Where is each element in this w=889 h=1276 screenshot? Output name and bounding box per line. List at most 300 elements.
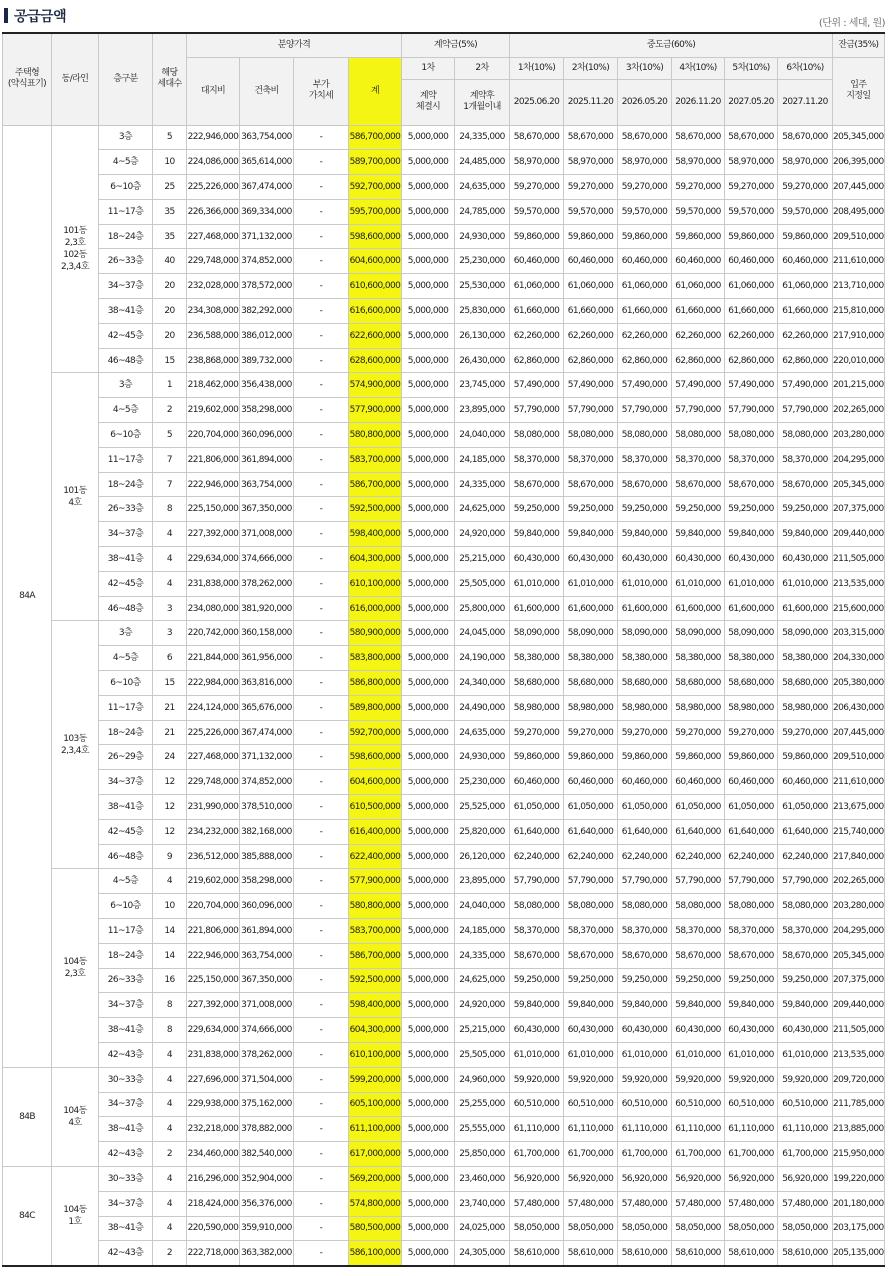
- total-cell: 577,900,000: [349, 398, 402, 423]
- deposit2-cell: 25,850,000: [455, 1142, 510, 1167]
- mid4-cell: 58,370,000: [672, 919, 725, 944]
- mid6-cell: 61,700,000: [778, 1142, 833, 1167]
- mid2-cell: 57,790,000: [564, 398, 618, 423]
- mid3-cell: 59,250,000: [618, 497, 672, 522]
- title-bar-marker: [4, 8, 8, 23]
- mid4-cell: 61,640,000: [672, 819, 725, 844]
- mid6-cell: 58,370,000: [778, 919, 833, 944]
- units-cell: 35: [153, 199, 187, 224]
- balance-cell: 209,440,000: [833, 522, 885, 547]
- table-row: [3, 447, 885, 472]
- mid6-cell: 59,860,000: [778, 224, 833, 249]
- mid5-cell: 59,270,000: [725, 720, 778, 745]
- mid3-cell: 62,260,000: [618, 323, 672, 348]
- mid2-cell: 58,670,000: [564, 943, 618, 968]
- units-cell: 40: [153, 249, 187, 274]
- mid2-cell: 58,680,000: [564, 671, 618, 696]
- land-cell: 232,028,000: [187, 274, 240, 299]
- mid1-cell: 62,860,000: [510, 348, 564, 373]
- deposit2-cell: 24,920,000: [455, 993, 510, 1018]
- mid4-cell: 58,050,000: [672, 1216, 725, 1241]
- table-row: [3, 571, 885, 596]
- vat-cell: -: [294, 894, 349, 919]
- land-cell: 227,468,000: [187, 745, 240, 770]
- deposit2-cell: 25,230,000: [455, 249, 510, 274]
- land-cell: 222,718,000: [187, 1241, 240, 1266]
- units-cell: 8: [153, 993, 187, 1018]
- supply-price-table: [2, 32, 885, 1267]
- deposit2-cell: 25,525,000: [455, 795, 510, 820]
- header-mid-4: 4차(10%): [672, 57, 725, 79]
- units-cell: 14: [153, 943, 187, 968]
- floor-cell: 18~24층: [99, 472, 153, 497]
- building-cell: 378,882,000: [240, 1117, 294, 1142]
- units-cell: 15: [153, 671, 187, 696]
- building-cell: 363,754,000: [240, 943, 294, 968]
- units-cell: 15: [153, 348, 187, 373]
- floor-cell: 11~17층: [99, 919, 153, 944]
- floor-cell: 34~37층: [99, 770, 153, 795]
- balance-cell: 205,380,000: [833, 671, 885, 696]
- land-cell: 225,150,000: [187, 968, 240, 993]
- mid3-cell: 60,460,000: [618, 249, 672, 274]
- mid1-cell: 58,610,000: [510, 1241, 564, 1266]
- land-cell: 224,086,000: [187, 150, 240, 175]
- mid5-cell: 58,610,000: [725, 1241, 778, 1266]
- mid1-cell: 58,380,000: [510, 646, 564, 671]
- land-cell: 236,512,000: [187, 844, 240, 869]
- mid2-cell: 60,510,000: [564, 1092, 618, 1117]
- floor-cell: 38~41층: [99, 547, 153, 572]
- mid4-cell: 59,860,000: [672, 745, 725, 770]
- vat-cell: -: [294, 695, 349, 720]
- deposit2-cell: 23,895,000: [455, 398, 510, 423]
- mid1-cell: 58,670,000: [510, 472, 564, 497]
- units-cell: 2: [153, 1241, 187, 1266]
- mid2-cell: 61,660,000: [564, 299, 618, 324]
- deposit1-cell: 5,000,000: [402, 869, 455, 894]
- floor-cell: 3층: [99, 373, 153, 398]
- deposit1-cell: 5,000,000: [402, 1018, 455, 1043]
- units-cell: 4: [153, 1117, 187, 1142]
- table-row: [3, 695, 885, 720]
- mid4-cell: 57,790,000: [672, 398, 725, 423]
- balance-cell: 215,740,000: [833, 819, 885, 844]
- mid1-cell: 57,790,000: [510, 869, 564, 894]
- mid5-cell: 58,980,000: [725, 695, 778, 720]
- total-cell: 604,300,000: [349, 547, 402, 572]
- floor-cell: 26~33층: [99, 249, 153, 274]
- vat-cell: -: [294, 1092, 349, 1117]
- mid3-cell: 59,270,000: [618, 175, 672, 200]
- total-cell: 589,800,000: [349, 695, 402, 720]
- mid5-cell: 60,510,000: [725, 1092, 778, 1117]
- deposit2-cell: 24,040,000: [455, 423, 510, 448]
- mid4-cell: 58,980,000: [672, 695, 725, 720]
- deposit1-cell: 5,000,000: [402, 919, 455, 944]
- mid4-cell: 59,920,000: [672, 1067, 725, 1092]
- mid4-cell: 58,370,000: [672, 447, 725, 472]
- floor-cell: 38~41층: [99, 1117, 153, 1142]
- mid6-cell: 61,010,000: [778, 1042, 833, 1067]
- deposit2-cell: 24,045,000: [455, 621, 510, 646]
- table-row: [3, 621, 885, 646]
- land-cell: 226,366,000: [187, 199, 240, 224]
- land-cell: 231,990,000: [187, 795, 240, 820]
- type-cell: 84B: [3, 1067, 52, 1166]
- floor-cell: 3층: [99, 621, 153, 646]
- table-row: [3, 348, 885, 373]
- units-cell: 12: [153, 795, 187, 820]
- vat-cell: -: [294, 497, 349, 522]
- vat-cell: -: [294, 993, 349, 1018]
- type-cell: 84A: [3, 125, 52, 1067]
- mid3-cell: 62,240,000: [618, 844, 672, 869]
- mid1-cell: 61,700,000: [510, 1142, 564, 1167]
- deposit2-cell: 24,335,000: [455, 125, 510, 150]
- vat-cell: -: [294, 199, 349, 224]
- mid4-cell: 61,060,000: [672, 274, 725, 299]
- mid1-cell: 58,080,000: [510, 894, 564, 919]
- units-cell: 5: [153, 125, 187, 150]
- mid6-cell: 57,790,000: [778, 869, 833, 894]
- mid3-cell: 59,860,000: [618, 224, 672, 249]
- deposit1-cell: 5,000,000: [402, 373, 455, 398]
- land-cell: 231,838,000: [187, 571, 240, 596]
- table-row: [3, 720, 885, 745]
- deposit2-cell: 24,190,000: [455, 646, 510, 671]
- mid1-cell: 58,050,000: [510, 1216, 564, 1241]
- total-cell: 583,800,000: [349, 646, 402, 671]
- mid3-cell: 58,970,000: [618, 150, 672, 175]
- mid1-cell: 62,260,000: [510, 323, 564, 348]
- units-cell: 4: [153, 1092, 187, 1117]
- mid4-cell: 60,430,000: [672, 1018, 725, 1043]
- land-cell: 229,634,000: [187, 547, 240, 572]
- mid2-cell: 58,370,000: [564, 447, 618, 472]
- total-cell: 599,200,000: [349, 1067, 402, 1092]
- balance-cell: 205,345,000: [833, 472, 885, 497]
- mid1-cell: 61,640,000: [510, 819, 564, 844]
- land-cell: 221,806,000: [187, 919, 240, 944]
- deposit2-cell: 25,830,000: [455, 299, 510, 324]
- mid5-cell: 61,050,000: [725, 795, 778, 820]
- floor-cell: 3층: [99, 125, 153, 150]
- total-cell: 598,600,000: [349, 745, 402, 770]
- header-mid-3: 3차(10%): [618, 57, 672, 79]
- type-cell: 84C: [3, 1166, 52, 1266]
- floor-cell: 6~10층: [99, 671, 153, 696]
- floor-cell: 30~33층: [99, 1067, 153, 1092]
- deposit1-cell: 5,000,000: [402, 323, 455, 348]
- table-row: [3, 1241, 885, 1266]
- total-cell: 611,100,000: [349, 1117, 402, 1142]
- balance-cell: 213,885,000: [833, 1117, 885, 1142]
- floor-cell: 38~41층: [99, 299, 153, 324]
- deposit1-cell: 5,000,000: [402, 720, 455, 745]
- balance-cell: 220,010,000: [833, 348, 885, 373]
- mid3-cell: 59,570,000: [618, 199, 672, 224]
- mid3-cell: 59,250,000: [618, 968, 672, 993]
- unit-note: (단위 : 세대, 원): [818, 18, 885, 29]
- total-cell: 577,900,000: [349, 869, 402, 894]
- header-mid-5: 5차(10%): [725, 57, 778, 79]
- mid4-cell: 58,080,000: [672, 423, 725, 448]
- balance-cell: 213,535,000: [833, 1042, 885, 1067]
- deposit2-cell: 24,340,000: [455, 671, 510, 696]
- building-cell: 365,614,000: [240, 150, 294, 175]
- deposit1-cell: 5,000,000: [402, 249, 455, 274]
- table-row: [3, 274, 885, 299]
- mid3-cell: 58,670,000: [618, 472, 672, 497]
- mid2-cell: 60,430,000: [564, 1018, 618, 1043]
- units-cell: 8: [153, 1018, 187, 1043]
- vat-cell: -: [294, 323, 349, 348]
- mid1-cell: 59,270,000: [510, 175, 564, 200]
- table-row: [3, 199, 885, 224]
- land-cell: 227,392,000: [187, 522, 240, 547]
- table-row: [3, 919, 885, 944]
- mid5-cell: 58,050,000: [725, 1216, 778, 1241]
- balance-cell: 209,510,000: [833, 745, 885, 770]
- table-body: [3, 125, 885, 1266]
- vat-cell: -: [294, 844, 349, 869]
- mid5-cell: 61,110,000: [725, 1117, 778, 1142]
- deposit1-cell: 5,000,000: [402, 745, 455, 770]
- floor-cell: 46~48층: [99, 596, 153, 621]
- table-row: [3, 1067, 885, 1092]
- vat-cell: -: [294, 1216, 349, 1241]
- balance-cell: 215,950,000: [833, 1142, 885, 1167]
- floor-cell: 42~45층: [99, 323, 153, 348]
- total-cell: 598,400,000: [349, 522, 402, 547]
- balance-cell: 207,445,000: [833, 720, 885, 745]
- floor-cell: 11~17층: [99, 695, 153, 720]
- mid5-cell: 59,840,000: [725, 522, 778, 547]
- land-cell: 219,602,000: [187, 398, 240, 423]
- mid6-cell: 58,080,000: [778, 423, 833, 448]
- building-cell: 378,262,000: [240, 1042, 294, 1067]
- table-row: [3, 1142, 885, 1167]
- mid6-cell: 60,430,000: [778, 547, 833, 572]
- land-cell: 219,602,000: [187, 869, 240, 894]
- table-row: [3, 968, 885, 993]
- deposit1-cell: 5,000,000: [402, 398, 455, 423]
- table-row: [3, 125, 885, 150]
- units-cell: 20: [153, 323, 187, 348]
- mid1-cell: 56,920,000: [510, 1166, 564, 1191]
- dong-cell: 101동 4호: [52, 373, 99, 621]
- balance-cell: 211,505,000: [833, 547, 885, 572]
- deposit1-cell: 5,000,000: [402, 943, 455, 968]
- mid1-cell: 59,840,000: [510, 993, 564, 1018]
- total-cell: 610,100,000: [349, 571, 402, 596]
- deposit2-cell: 24,930,000: [455, 745, 510, 770]
- mid2-cell: 59,570,000: [564, 199, 618, 224]
- floor-cell: 26~33층: [99, 497, 153, 522]
- deposit1-cell: 5,000,000: [402, 299, 455, 324]
- mid3-cell: 57,790,000: [618, 398, 672, 423]
- units-cell: 20: [153, 299, 187, 324]
- mid3-cell: 59,270,000: [618, 720, 672, 745]
- header-mid-group: 중도금(60%): [510, 33, 833, 57]
- deposit1-cell: 5,000,000: [402, 993, 455, 1018]
- deposit2-cell: 25,555,000: [455, 1117, 510, 1142]
- mid5-cell: 58,380,000: [725, 646, 778, 671]
- units-cell: 12: [153, 770, 187, 795]
- units-cell: 7: [153, 447, 187, 472]
- mid4-cell: 62,260,000: [672, 323, 725, 348]
- mid2-cell: 59,920,000: [564, 1067, 618, 1092]
- mid6-cell: 61,660,000: [778, 299, 833, 324]
- mid4-cell: 57,490,000: [672, 373, 725, 398]
- header-floor: 층구분: [99, 33, 153, 125]
- building-cell: 374,666,000: [240, 1018, 294, 1043]
- total-cell: 592,500,000: [349, 497, 402, 522]
- deposit2-cell: 24,635,000: [455, 720, 510, 745]
- building-cell: 378,510,000: [240, 795, 294, 820]
- deposit1-cell: 5,000,000: [402, 1092, 455, 1117]
- total-cell: 586,800,000: [349, 671, 402, 696]
- deposit2-cell: 24,785,000: [455, 199, 510, 224]
- balance-cell: 203,175,000: [833, 1216, 885, 1241]
- mid4-cell: 62,860,000: [672, 348, 725, 373]
- total-cell: 610,500,000: [349, 795, 402, 820]
- building-cell: 363,382,000: [240, 1241, 294, 1266]
- mid4-cell: 60,460,000: [672, 249, 725, 274]
- deposit2-cell: 25,255,000: [455, 1092, 510, 1117]
- table-row: [3, 745, 885, 770]
- deposit1-cell: 5,000,000: [402, 695, 455, 720]
- floor-cell: 38~41층: [99, 1018, 153, 1043]
- land-cell: 221,844,000: [187, 646, 240, 671]
- deposit1-cell: 5,000,000: [402, 199, 455, 224]
- header-vat: 부가 가치세: [294, 57, 349, 125]
- vat-cell: -: [294, 1191, 349, 1216]
- mid2-cell: 58,610,000: [564, 1241, 618, 1266]
- dong-cell: 104동 2,3호: [52, 869, 99, 1067]
- vat-cell: -: [294, 522, 349, 547]
- mid2-cell: 58,080,000: [564, 423, 618, 448]
- mid3-cell: 61,640,000: [618, 819, 672, 844]
- floor-cell: 42~43층: [99, 1142, 153, 1167]
- vat-cell: -: [294, 1166, 349, 1191]
- building-cell: 386,012,000: [240, 323, 294, 348]
- total-cell: 583,700,000: [349, 447, 402, 472]
- building-cell: 378,572,000: [240, 274, 294, 299]
- vat-cell: -: [294, 373, 349, 398]
- deposit1-cell: 5,000,000: [402, 621, 455, 646]
- deposit1-cell: 5,000,000: [402, 1241, 455, 1266]
- deposit1-cell: 5,000,000: [402, 1216, 455, 1241]
- mid4-cell: 59,270,000: [672, 720, 725, 745]
- mid2-cell: 59,840,000: [564, 522, 618, 547]
- mid2-cell: 60,430,000: [564, 547, 618, 572]
- mid6-cell: 62,860,000: [778, 348, 833, 373]
- mid5-cell: 62,260,000: [725, 323, 778, 348]
- vat-cell: -: [294, 720, 349, 745]
- mid2-cell: 59,860,000: [564, 745, 618, 770]
- units-cell: 4: [153, 1216, 187, 1241]
- deposit1-cell: 5,000,000: [402, 894, 455, 919]
- units-cell: 3: [153, 621, 187, 646]
- deposit1-cell: 5,000,000: [402, 1117, 455, 1142]
- header-mid-6: 6차(10%): [778, 57, 833, 79]
- table-row: [3, 943, 885, 968]
- mid6-cell: 59,270,000: [778, 175, 833, 200]
- mid6-cell: 58,970,000: [778, 150, 833, 175]
- header-mid-1: 1차(10%): [510, 57, 564, 79]
- deposit1-cell: 5,000,000: [402, 348, 455, 373]
- mid6-cell: 58,080,000: [778, 894, 833, 919]
- mid1-cell: 62,240,000: [510, 844, 564, 869]
- building-cell: 382,168,000: [240, 819, 294, 844]
- mid2-cell: 58,980,000: [564, 695, 618, 720]
- floor-cell: 34~37층: [99, 1092, 153, 1117]
- table-row: [3, 497, 885, 522]
- mid4-cell: 60,430,000: [672, 547, 725, 572]
- mid5-cell: 58,080,000: [725, 423, 778, 448]
- mid3-cell: 58,670,000: [618, 125, 672, 150]
- mid2-cell: 58,090,000: [564, 621, 618, 646]
- units-cell: 8: [153, 497, 187, 522]
- mid1-cell: 57,480,000: [510, 1191, 564, 1216]
- mid6-cell: 57,490,000: [778, 373, 833, 398]
- mid2-cell: 60,460,000: [564, 770, 618, 795]
- units-cell: 10: [153, 894, 187, 919]
- balance-cell: 202,265,000: [833, 398, 885, 423]
- mid6-cell: 62,260,000: [778, 323, 833, 348]
- units-cell: 4: [153, 571, 187, 596]
- deposit2-cell: 25,505,000: [455, 1042, 510, 1067]
- deposit2-cell: 25,800,000: [455, 596, 510, 621]
- mid6-cell: 59,270,000: [778, 720, 833, 745]
- floor-cell: 18~24층: [99, 720, 153, 745]
- deposit2-cell: 25,505,000: [455, 571, 510, 596]
- vat-cell: -: [294, 299, 349, 324]
- total-cell: 580,500,000: [349, 1216, 402, 1241]
- land-cell: 220,590,000: [187, 1216, 240, 1241]
- header-balance-group: 잔금(35%): [833, 33, 885, 57]
- deposit1-cell: 5,000,000: [402, 770, 455, 795]
- mid2-cell: 61,010,000: [564, 1042, 618, 1067]
- mid4-cell: 58,670,000: [672, 472, 725, 497]
- balance-cell: 204,295,000: [833, 919, 885, 944]
- total-cell: 580,900,000: [349, 621, 402, 646]
- balance-cell: 213,675,000: [833, 795, 885, 820]
- mid5-cell: 61,010,000: [725, 1042, 778, 1067]
- mid3-cell: 57,490,000: [618, 373, 672, 398]
- dong-cell: 104동 4호: [52, 1067, 99, 1166]
- land-cell: 221,806,000: [187, 447, 240, 472]
- deposit1-cell: 5,000,000: [402, 497, 455, 522]
- land-cell: 234,308,000: [187, 299, 240, 324]
- units-cell: 16: [153, 968, 187, 993]
- mid1-cell: 60,430,000: [510, 547, 564, 572]
- mid1-cell: 61,060,000: [510, 274, 564, 299]
- floor-cell: 34~37층: [99, 993, 153, 1018]
- mid4-cell: 61,700,000: [672, 1142, 725, 1167]
- mid5-cell: 57,790,000: [725, 398, 778, 423]
- deposit1-cell: 5,000,000: [402, 1166, 455, 1191]
- mid5-cell: 62,240,000: [725, 844, 778, 869]
- units-cell: 24: [153, 745, 187, 770]
- building-cell: 361,894,000: [240, 447, 294, 472]
- mid1-cell: 59,860,000: [510, 224, 564, 249]
- mid5-cell: 57,790,000: [725, 869, 778, 894]
- vat-cell: -: [294, 1018, 349, 1043]
- mid4-cell: 61,010,000: [672, 571, 725, 596]
